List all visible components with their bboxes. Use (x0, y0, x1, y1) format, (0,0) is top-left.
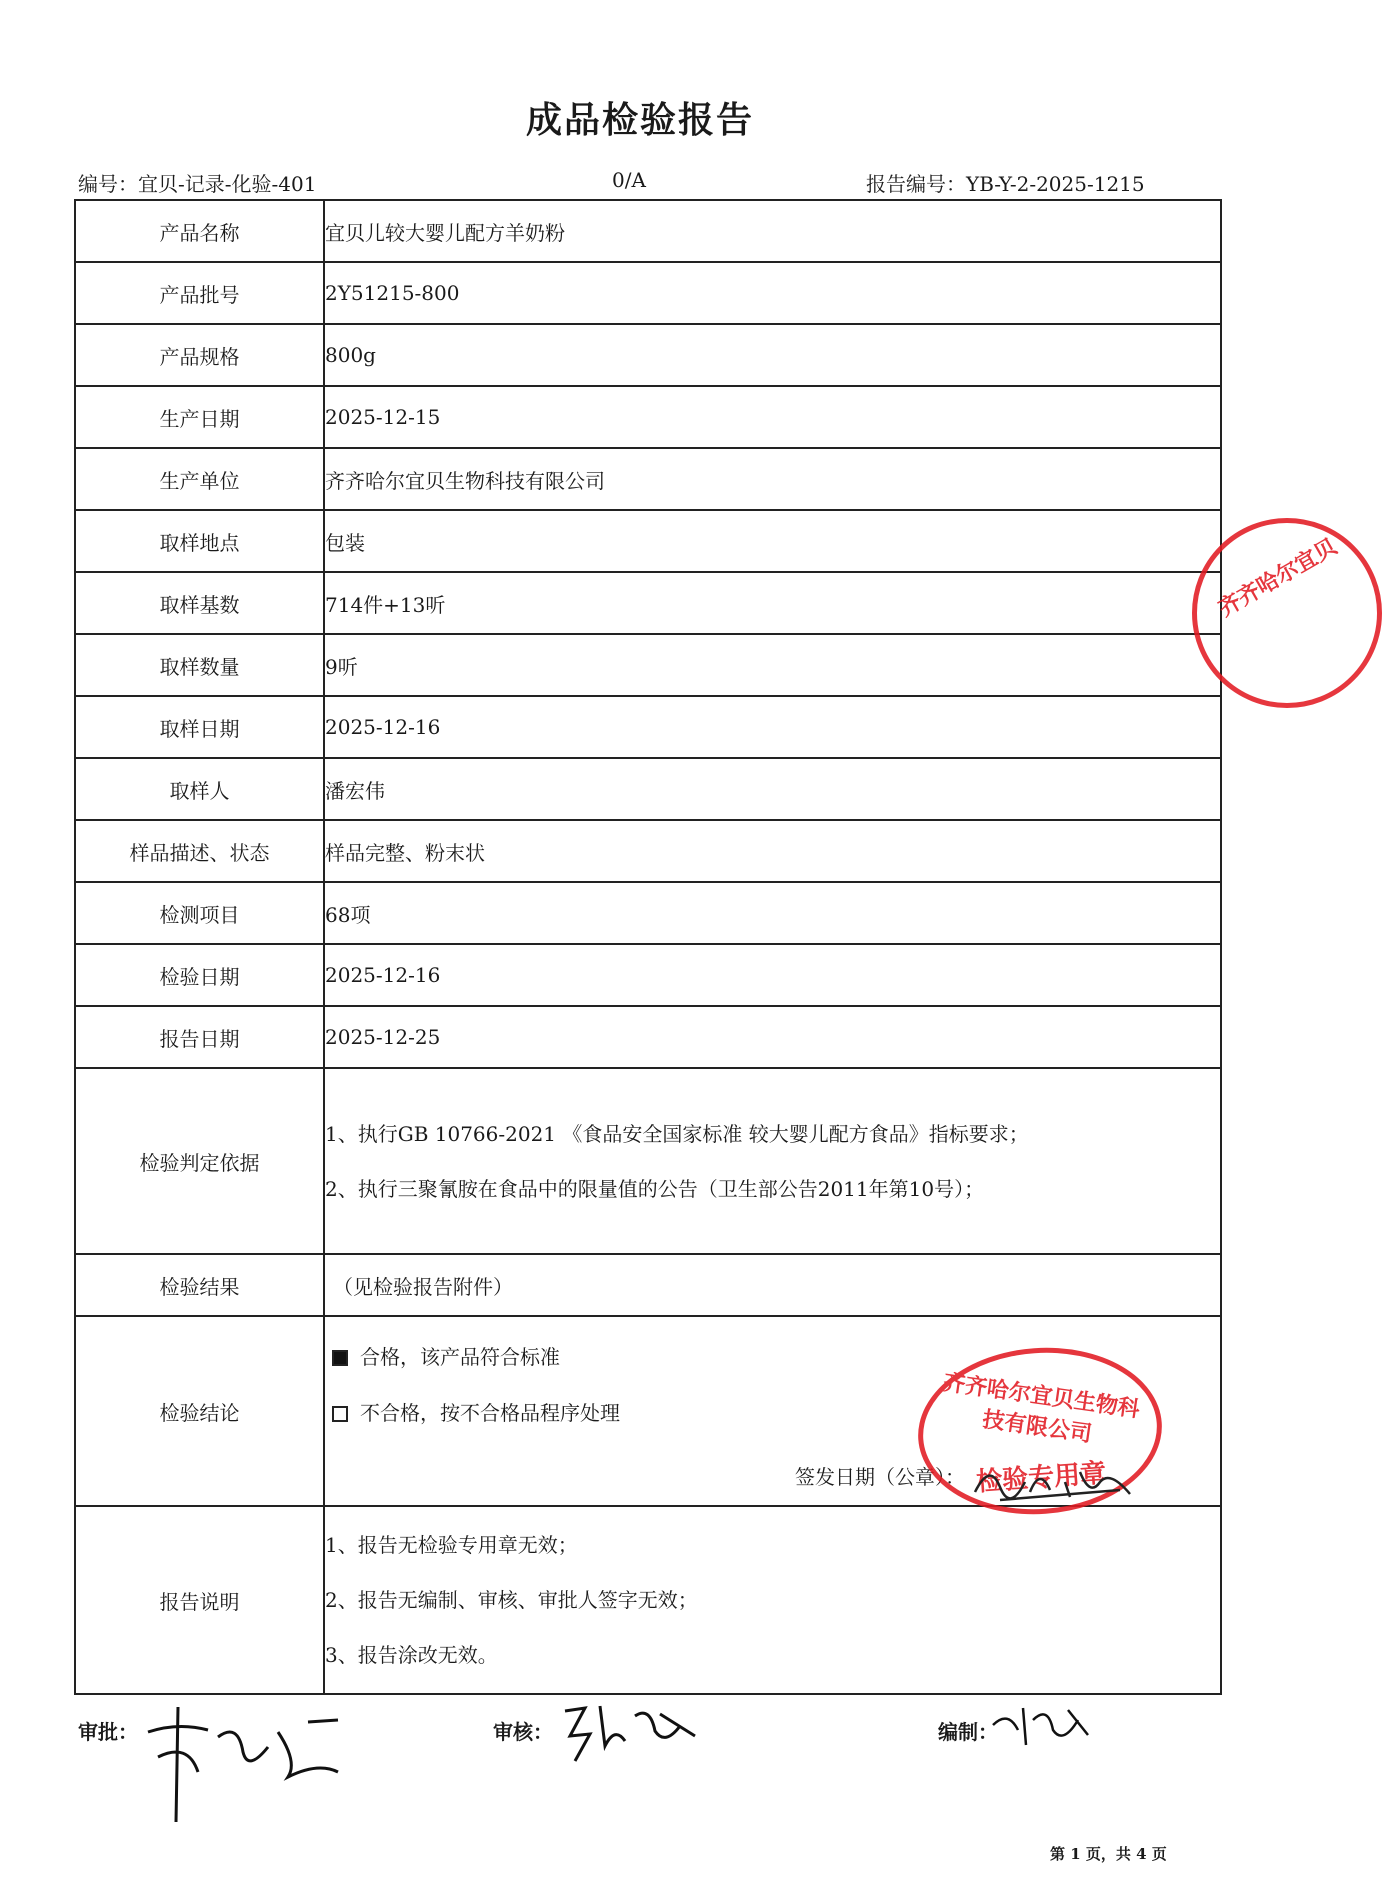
row-label: 取样人 (75, 758, 324, 820)
checkbox-fail (332, 1406, 348, 1422)
table-row-notes (75, 1506, 1221, 1694)
report-title: 成品检验报告 (525, 100, 754, 141)
row-label: 产品名称 (75, 200, 324, 262)
row-value: 2025-12-16 (324, 696, 1221, 758)
table-row (75, 944, 1221, 1006)
table-row-basis (75, 1068, 1221, 1254)
row-label: 取样地点 (75, 510, 324, 572)
row-value: 68项 (324, 882, 1221, 944)
row-label: 取样基数 (75, 572, 324, 634)
page-number: 第 1 页，共 4 页 (1050, 1845, 1167, 1863)
notes-value (324, 1506, 1221, 1694)
edge-seal (1192, 518, 1382, 708)
compile-label: 编制： (938, 1720, 998, 1744)
result-value: （见检验报告附件） (324, 1254, 1221, 1316)
table-row (75, 200, 1221, 262)
basis-value (324, 1068, 1221, 1254)
table-row (75, 510, 1221, 572)
row-label: 取样日期 (75, 696, 324, 758)
doc-code: 编号：宜贝-记录-化验-401 (78, 172, 317, 196)
row-value: 2025-12-25 (324, 1006, 1221, 1068)
compile-signature-scribble (988, 1700, 1098, 1750)
basis-line-1: 1、执行GB 10766-2021 《食品安全国家标准 较大婴儿配方食品》指标要求； (325, 1122, 1029, 1146)
conclusion-label: 检验结论 (75, 1316, 324, 1506)
approve-signature (78, 1716, 138, 1745)
result-label: 检验结果 (75, 1254, 324, 1316)
option-pass (332, 1341, 560, 1370)
row-value: 2025-12-16 (324, 944, 1221, 1006)
row-label: 检验日期 (75, 944, 324, 1006)
approve-label: 审批： (78, 1720, 138, 1744)
notes-label: 报告说明 (75, 1506, 324, 1694)
table-row (75, 1006, 1221, 1068)
note-line-3: 3、报告涂改无效。 (325, 1642, 498, 1667)
handwritten-date-signature (970, 1452, 1140, 1512)
row-label: 生产单位 (75, 448, 324, 510)
basis-label: 检验判定依据 (75, 1068, 324, 1254)
compile-signature (938, 1716, 998, 1745)
table-row (75, 820, 1221, 882)
table-row (75, 448, 1221, 510)
row-label: 检测项目 (75, 882, 324, 944)
row-value: 9听 (324, 634, 1221, 696)
review-label: 审核： (493, 1720, 553, 1744)
option-pass-label: 合格，该产品符合标准 (360, 1345, 560, 1369)
seal-bottom-text: 检验专用章 (975, 1458, 1108, 1498)
review-signature (493, 1716, 553, 1745)
table-row (75, 696, 1221, 758)
row-value: 齐齐哈尔宜贝生物科技有限公司 (324, 448, 1221, 510)
table-row (75, 572, 1221, 634)
approve-signature-scribble (138, 1702, 348, 1822)
option-fail-label: 不合格，按不合格品程序处理 (360, 1401, 620, 1425)
row-value: 2025-12-15 (324, 386, 1221, 448)
review-signature-scribble (555, 1696, 705, 1766)
table-row (75, 262, 1221, 324)
row-value: 潘宏伟 (324, 758, 1221, 820)
row-label: 产品批号 (75, 262, 324, 324)
note-line-1: 1、报告无检验专用章无效； (325, 1532, 578, 1557)
table-row (75, 324, 1221, 386)
row-value: 宜贝儿较大婴儿配方羊奶粉 (324, 200, 1221, 262)
sign-date-label: 签发日期（公章）： (795, 1465, 965, 1489)
basis-line-2: 2、执行三聚氰胺在食品中的限量值的公告（卫生部公告2011年第10号）； (325, 1177, 985, 1201)
checkbox-pass (332, 1350, 348, 1366)
row-value: 714件+13听 (324, 572, 1221, 634)
row-value: 样品完整、粉末状 (324, 820, 1221, 882)
doc-version: 0/A (612, 168, 646, 192)
note-line-2: 2、报告无编制、审核、审批人签字无效； (325, 1587, 698, 1612)
row-label: 取样数量 (75, 634, 324, 696)
edge-seal-text: 齐齐哈尔宜贝 (1214, 534, 1342, 623)
row-value: 800g (324, 324, 1221, 386)
row-label: 样品描述、状态 (75, 820, 324, 882)
seal-ring-text: 齐齐哈尔宜贝生物科技有限公司 (941, 1370, 1142, 1448)
row-value: 2Y51215-800 (324, 262, 1221, 324)
table-row (75, 386, 1221, 448)
row-value: 包装 (324, 510, 1221, 572)
option-fail (332, 1397, 620, 1426)
table-row-result (75, 1254, 1221, 1316)
table-row (75, 758, 1221, 820)
table-row (75, 634, 1221, 696)
report-number: 报告编号：YB-Y-2-2025-1215 (866, 172, 1145, 196)
row-label: 报告日期 (75, 1006, 324, 1068)
table-row (75, 882, 1221, 944)
row-label: 生产日期 (75, 386, 324, 448)
row-label: 产品规格 (75, 324, 324, 386)
